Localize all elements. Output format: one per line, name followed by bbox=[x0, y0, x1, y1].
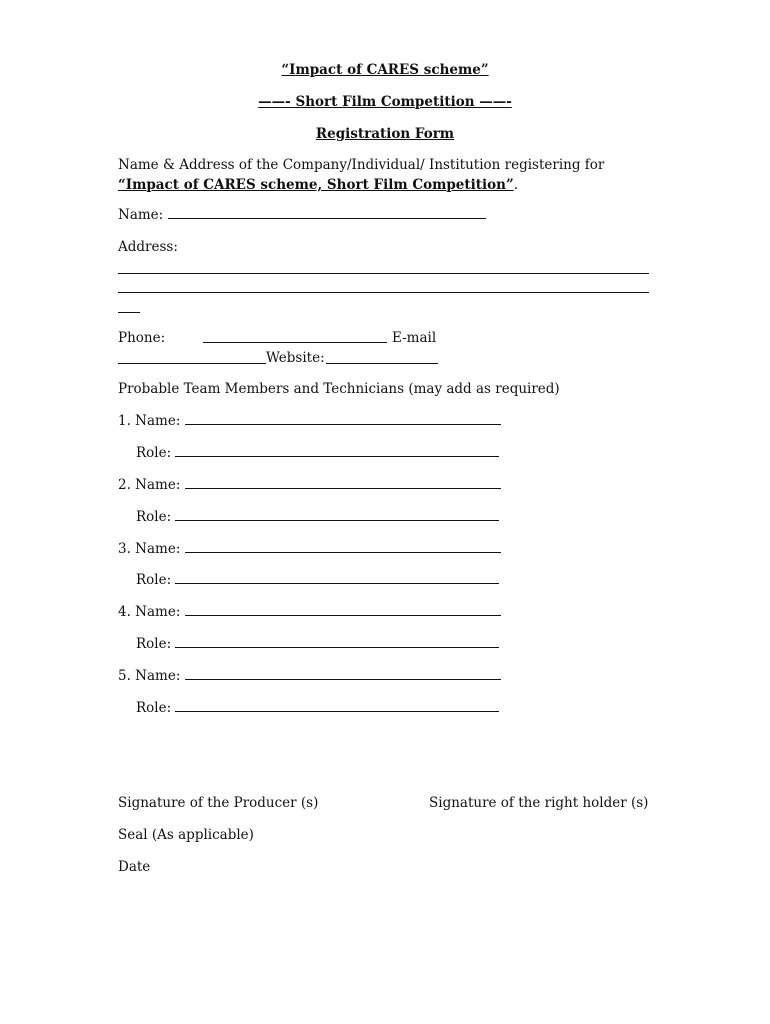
member-3-role-row bbox=[136, 571, 499, 589]
member-1-name-blank[interactable] bbox=[185, 412, 501, 425]
phone-blank-line[interactable] bbox=[203, 342, 387, 343]
member-2-name-label: 2. Name: bbox=[118, 477, 181, 493]
member-4-name-row bbox=[118, 603, 501, 621]
member-4-name-label: 4. Name: bbox=[118, 604, 181, 620]
intro-scheme-name: “Impact of CARES scheme, Short Film Competition” bbox=[118, 177, 514, 193]
address-blank-line-1[interactable] bbox=[118, 273, 649, 274]
name-blank-line[interactable] bbox=[168, 206, 486, 219]
member-2-role-blank[interactable] bbox=[175, 508, 499, 521]
intro-line: Name & Address of the Company/Individual/ Institution registering for bbox=[118, 157, 605, 173]
member-3-role-blank[interactable] bbox=[175, 571, 499, 584]
address-label: Address: bbox=[118, 239, 178, 255]
member-2-name-row bbox=[118, 476, 501, 494]
producer-signature-label: Signature of the Producer (s) bbox=[118, 795, 319, 811]
form-title: Registration Form bbox=[315, 126, 455, 142]
seal-label: Seal (As applicable) bbox=[118, 827, 254, 843]
email-label: E-mail bbox=[392, 330, 437, 346]
member-5-role-blank[interactable] bbox=[175, 699, 499, 712]
member-2-role-label: Role: bbox=[136, 509, 172, 525]
member-5-name-label: 5. Name: bbox=[118, 668, 181, 684]
member-4-role-row bbox=[136, 635, 499, 653]
member-1-name-row bbox=[118, 412, 501, 430]
member-2-name-blank[interactable] bbox=[185, 476, 501, 489]
team-heading: Probable Team Members and Technicians (may add as required) bbox=[118, 381, 560, 397]
member-3-name-blank[interactable] bbox=[185, 540, 501, 553]
member-3-role-label: Role: bbox=[136, 572, 172, 588]
website-blank-line[interactable] bbox=[326, 363, 438, 364]
member-3-name-label: 3. Name: bbox=[118, 541, 181, 557]
document-title: “Impact of CARES scheme” bbox=[281, 62, 489, 78]
member-4-role-blank[interactable] bbox=[175, 635, 499, 648]
member-4-name-blank[interactable] bbox=[185, 603, 501, 616]
right-holder-signature-label: Signature of the right holder (s) bbox=[429, 795, 649, 811]
phone-label: Phone: bbox=[118, 330, 166, 346]
member-5-name-blank[interactable] bbox=[185, 667, 501, 680]
website-label: Website: bbox=[266, 350, 325, 366]
date-label: Date bbox=[118, 859, 151, 875]
address-blank-line-2[interactable] bbox=[118, 292, 649, 293]
competition-subtitle: ——- Short Film Competition ——- bbox=[258, 94, 512, 110]
name-field-row bbox=[118, 206, 486, 224]
member-4-role-label: Role: bbox=[136, 636, 172, 652]
name-label: Name: bbox=[118, 207, 164, 223]
member-5-role-row bbox=[136, 699, 499, 717]
member-3-name-row bbox=[118, 540, 501, 558]
member-1-role-row bbox=[136, 444, 499, 462]
address-blank-line-3[interactable] bbox=[118, 312, 140, 313]
intro-period: . bbox=[513, 177, 519, 193]
member-1-role-label: Role: bbox=[136, 445, 172, 461]
member-5-name-row bbox=[118, 667, 501, 685]
email-blank-line[interactable] bbox=[118, 363, 266, 364]
member-5-role-label: Role: bbox=[136, 700, 172, 716]
member-1-role-blank[interactable] bbox=[175, 444, 499, 457]
member-1-name-label: 1. Name: bbox=[118, 413, 181, 429]
intro-scheme-line bbox=[118, 176, 518, 194]
member-2-role-row bbox=[136, 508, 499, 526]
